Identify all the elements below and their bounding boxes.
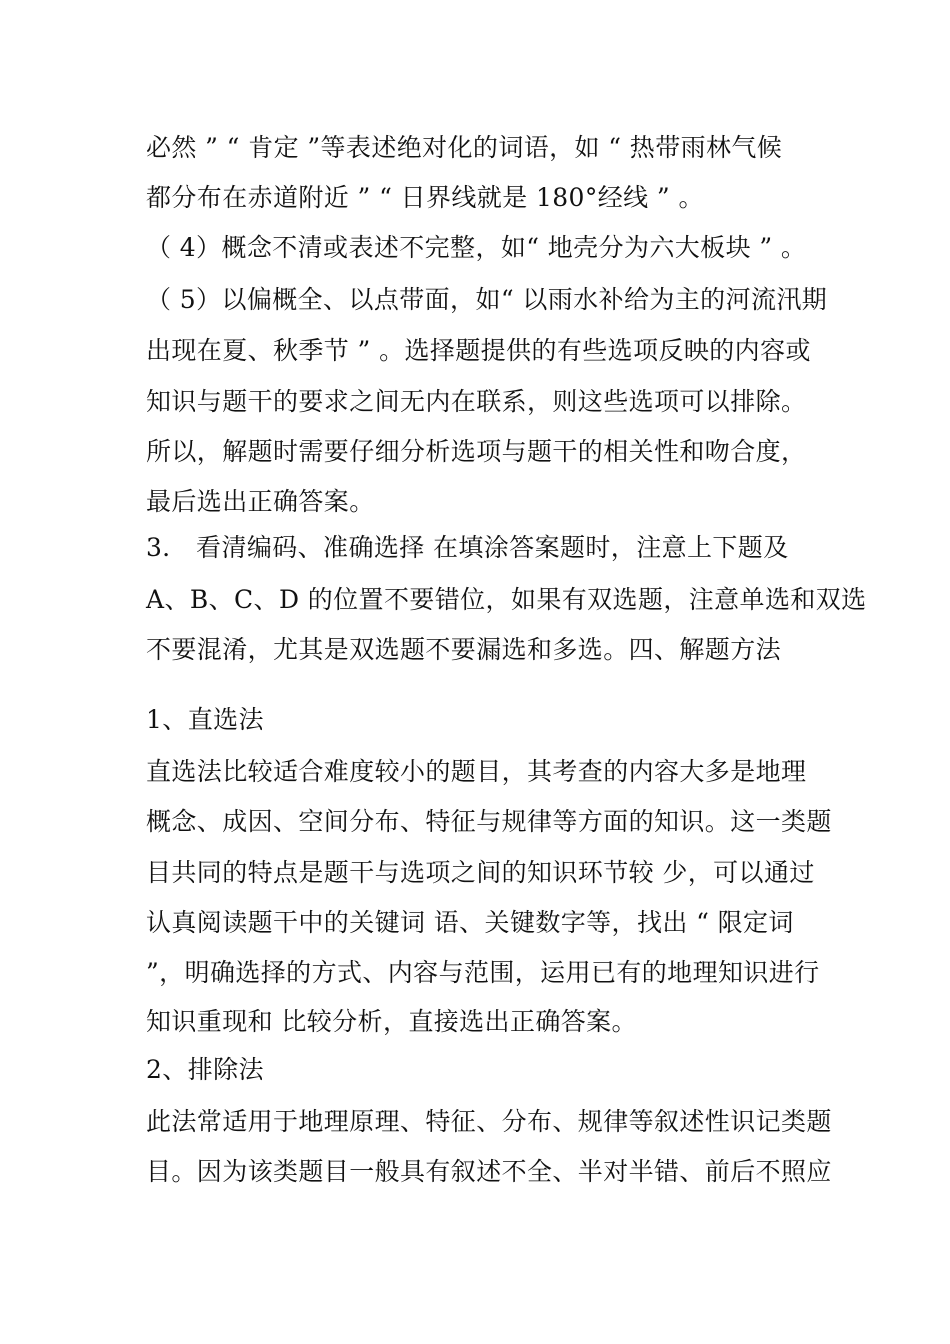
paragraph-line: 3． 看清编码、准确选择 在填涂答案题时，注意上下题及 bbox=[146, 533, 789, 562]
paragraph-line: 概念、成因、空间分布、特征与规律等方面的知识。这一类题 bbox=[146, 807, 832, 836]
paragraph-line: 最后选出正确答案。 bbox=[146, 487, 375, 516]
paragraph-line: 知识重现和 比较分析，直接选出正确答案。 bbox=[146, 1007, 637, 1036]
paragraph-line: （ 4）概念不清或表述不完整，如“ 地壳分为六大板块 ” 。 bbox=[146, 233, 807, 262]
paragraph-line: 此法常适用于地理原理、特征、分布、规律等叙述性识记类题 bbox=[146, 1107, 832, 1136]
paragraph-line: 知识与题干的要求之间无内在联系，则这些选项可以排除。 bbox=[146, 387, 807, 416]
paragraph-line: ”，明确选择的方式、内容与范围，运用已有的地理知识进行 bbox=[146, 958, 820, 987]
paragraph-line: 必然 ” “ 肯定 ”等表述绝对化的词语，如 “ 热带雨林气候 bbox=[146, 133, 783, 162]
paragraph-line: 目共同的特点是题干与选项之间的知识环节较 少，可以通过 bbox=[146, 858, 815, 887]
paragraph-line: 所以，解题时需要仔细分析选项与题干的相关性和吻合度， bbox=[146, 437, 807, 466]
section-heading: 1、直选法 bbox=[146, 705, 264, 734]
paragraph-line: 目。因为该类题目一般具有叙述不全、半对半错、前后不照应 bbox=[146, 1157, 832, 1186]
paragraph-line: 直选法比较适合难度较小的题目，其考查的内容大多是地理 bbox=[146, 757, 807, 786]
paragraph-line: A、B、C、D 的位置不要错位，如果有双选题，注意单选和双选 bbox=[146, 585, 867, 614]
paragraph-line: 都分布在赤道附近 ” “ 日界线就是 180°经线 ” 。 bbox=[146, 183, 704, 212]
paragraph-line: （ 5）以偏概全、以点带面，如“ 以雨水补给为主的河流汛期 bbox=[146, 285, 828, 314]
paragraph-line: 不要混淆，尤其是双选题不要漏选和多选。四、解题方法 bbox=[146, 635, 782, 664]
paragraph-line: 出现在夏、秋季节 ” 。选择题提供的有些选项反映的内容或 bbox=[146, 336, 811, 365]
paragraph-line: 认真阅读题干中的关键词 语、关键数字等，找出 “ 限定词 bbox=[146, 908, 794, 937]
section-heading: 2、排除法 bbox=[146, 1055, 264, 1084]
